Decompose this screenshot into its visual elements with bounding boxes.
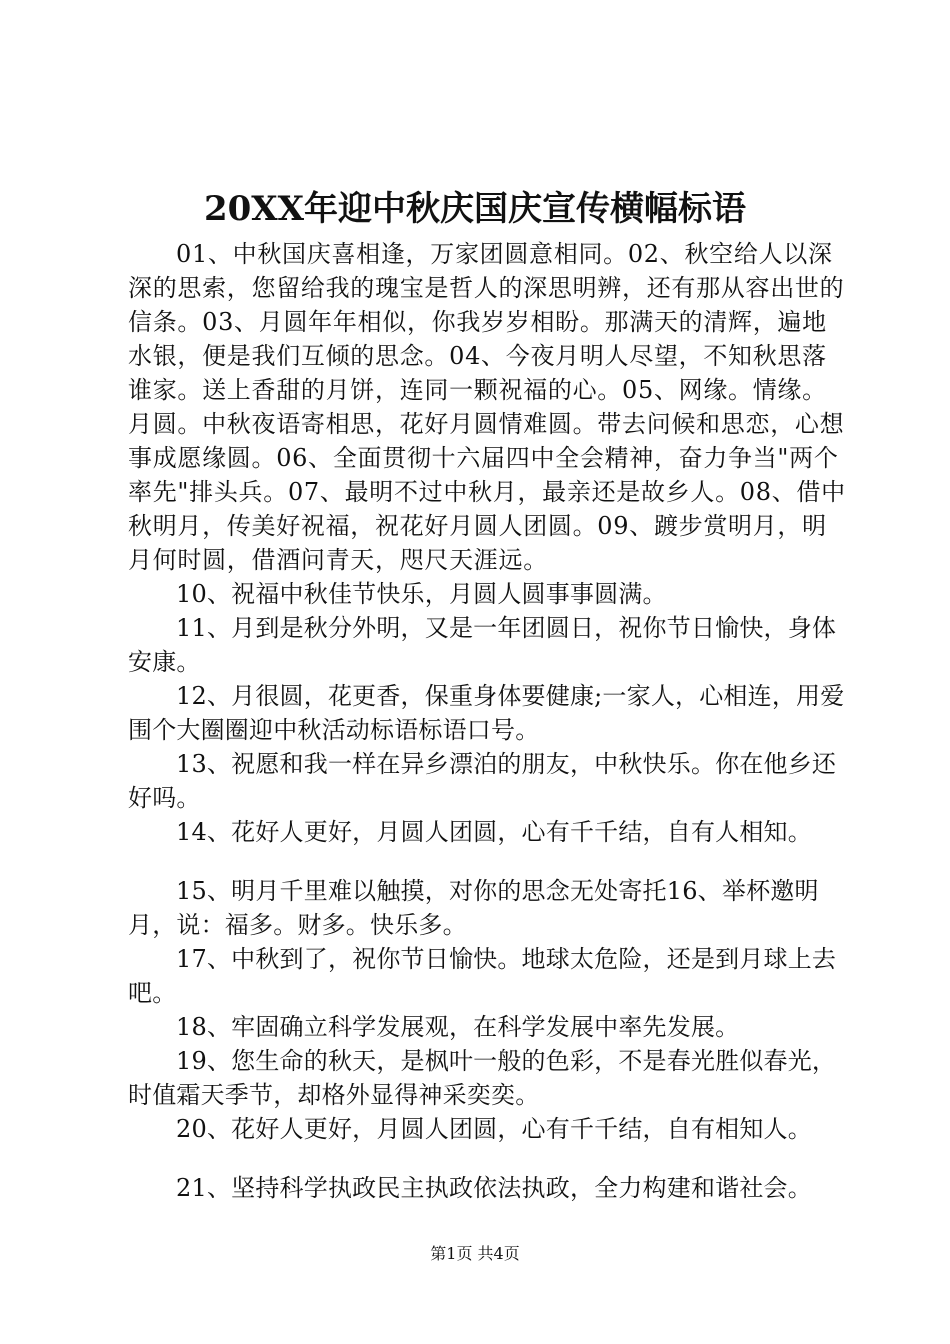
paragraph-11: 11、月到是秋分外明，又是一年团圆日，祝你节日愉快，身体安康。 — [128, 614, 837, 676]
paragraph-18: 18、牢固确立科学发展观，在科学发展中率先发展。 — [176, 1013, 740, 1041]
paragraph-10: 10、祝福中秋佳节快乐，月圆人圆事事圆满。 — [176, 580, 667, 608]
page-title: 20XX年迎中秋庆国庆宣传横幅标语 — [203, 189, 747, 229]
paragraph-19: 19、您生命的秋天，是枫叶一般的色彩，不是春光胜似春光，时值霜天季节，却格外显得神采奕奕。 — [128, 1047, 837, 1109]
document-body — [128, 237, 848, 1205]
paragraph-21: 21、坚持科学执政民主执政依法执政，全力构建和谐社会。 — [176, 1174, 812, 1202]
paragraph-17: 17、中秋到了，祝你节日愉快。地球太危险，还是到月球上去吧。 — [128, 945, 837, 1007]
paragraph-20: 20、花好人更好，月圆人团圆，心有千千结，自有相知人。 — [176, 1115, 812, 1143]
paragraph-13: 13、祝愿和我一样在异乡漂泊的朋友，中秋快乐。你在他乡还好吗。 — [128, 750, 837, 812]
page-footer: 第1页 共4页 — [430, 1244, 520, 1263]
paragraph-12: 12、月很圆，花更香，保重身体要健康;一家人，心相连，用爱围个大圈圈迎中秋活动标语标语口号。 — [128, 682, 845, 744]
paragraph-01-09: 01、中秋国庆喜相逢，万家团圆意相同。02、秋空给人以深深的思索，您留给我的瑰宝是哲人的深思明辨，还有那从容出世的信条。03、月圆年年相似，你我岁岁相盼。那满天的清辉，遍地水银，便是我们互倾的思念。04、今夜月明人尽望，不知秋思落谁家。送上香甜的月饼，连同一颗祝福的心。05、网缘。情缘。月圆。中秋夜语寄相思，花好月圆情难圆。带去问候和思恋，心想事成愿缘圆。06、全面贯彻十六届四中全会精神，奋力争当"两个率先"排头兵。07、最明不过中秋月，最亲还是故乡人。08、借中秋明月，传美好祝福，祝花好月圆人团圆。09、踱步赏明月，明月何时圆，借酒问青天，咫尺天涯远。 — [128, 240, 846, 574]
paragraph-15-16: 15、明月千里难以触摸，对你的思念无处寄托16、举杯邀明月，说：福多。财多。快乐多。 — [128, 877, 819, 939]
paragraph-14: 14、花好人更好，月圆人团圆，心有千千结，自有人相知。 — [176, 818, 812, 846]
